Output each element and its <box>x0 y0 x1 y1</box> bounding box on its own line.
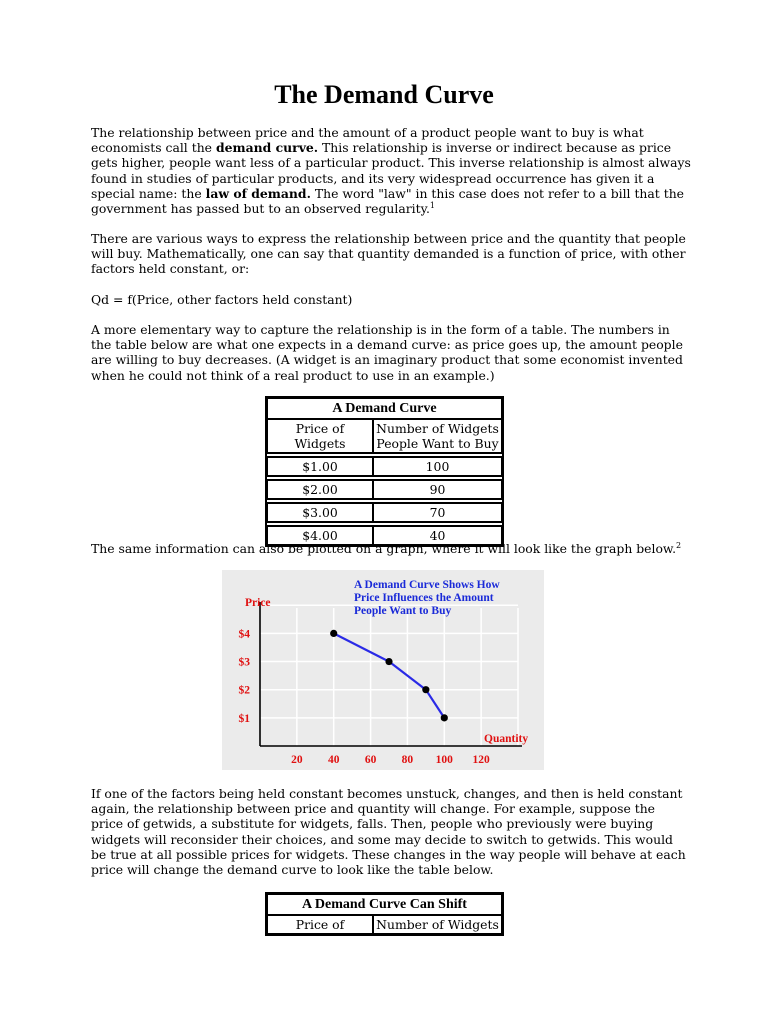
paragraph-graph-intro: The same information can also be plotted on a graph, where it will look like the graph below.$^2$ <box>91 540 682 556</box>
table-header-qty: Number of Widgets People Want to Buy <box>373 419 502 453</box>
qty-cell: 100 <box>373 457 502 476</box>
x-tick-label: 80 <box>401 754 414 766</box>
footnote-ref-2[interactable]: 2 <box>676 540 682 550</box>
table-header-price: Price of Widgets <box>267 419 373 453</box>
chart-title-line: People Want to Buy <box>354 605 452 617</box>
price-cell: $3.00 <box>267 503 373 522</box>
x-tick-label: 20 <box>291 754 303 766</box>
paragraph-shift: If one of the factors being held constant becomes unstuck, changes, and then is held constant again, the relationship between price and quantity will change. For example, suppose the price of getwids, a substitute for widgets, falls. Then, people who previously were buying widgets will reconsider their choices, and some may decide to switch to getwids. This would be true at all possible prices for widgets. These changes in the way people will behave at each price will change the demand curve to look like the table below. <box>91 786 686 878</box>
paragraph-table-intro: A more elementary way to capture the relationship is in the form of a table. The numbers in the table below are what one expects in a demand curve: as price goes up, the amount people are willing to buy decreases. (A widget is an imaginary product that some economist invented when he could not think of a real product to use in an example.) <box>91 322 683 383</box>
table-caption: A Demand Curve <box>267 398 502 419</box>
y-axis-label: Price <box>245 597 271 609</box>
table-row <box>267 457 502 476</box>
chart-title-line: A Demand Curve Shows How <box>354 579 500 591</box>
price-cell: $4.00 <box>267 526 373 545</box>
paragraph-intro <box>91 125 691 216</box>
x-axis-label: Quantity <box>484 733 529 745</box>
price-cell: $1.00 <box>267 457 373 476</box>
y-tick-label: $4 <box>238 628 250 641</box>
term-demand-curve: demand curve. <box>215 140 319 156</box>
paragraph-function: There are various ways to express the relationship between price and the quantity that people will buy. Mathematically, one can say that quantity demanded is a function of price, with other factors held constant, or: <box>91 231 686 277</box>
page-title: The Demand Curve <box>274 80 494 109</box>
table-row <box>267 480 502 499</box>
demand-table <box>265 396 504 547</box>
intro-text-1: The relationship between price and the amount of a product people want to buy is what economists call the <box>91 125 644 156</box>
formula: Qd = f(Price, other factors held constant) <box>91 292 353 307</box>
data-point <box>330 630 337 637</box>
intro-text-3: The word "law" in this case does not refer to a bill that the government has passed but to an observed regularity. <box>91 185 685 217</box>
table-caption: A Demand Curve Can Shift <box>267 894 502 915</box>
table-header-price: Price of <box>267 915 373 934</box>
qty-cell: 70 <box>373 503 502 522</box>
x-tick-label: 100 <box>435 754 453 766</box>
x-tick-label: 60 <box>364 754 377 766</box>
data-point <box>422 686 429 693</box>
table-row <box>267 503 502 522</box>
qty-cell: 40 <box>373 526 502 545</box>
y-tick-label: $3 <box>238 656 250 669</box>
y-tick-label: $1 <box>238 712 250 725</box>
table-header-qty: Number of Widgets <box>373 915 502 934</box>
qty-cell: 90 <box>373 480 502 499</box>
y-tick-label: $2 <box>238 684 250 697</box>
shift-table <box>265 892 504 936</box>
intro-text-2: This relationship is inverse or indirect because as price gets higher, people want less of a particular product. This inverse relationship is almost always found in studies of particular products, and its very widespread occurrence has given it a special name: the <box>91 140 691 201</box>
chart-title-line: Price Influences the Amount <box>354 592 494 604</box>
x-tick-label: 40 <box>327 754 340 766</box>
demand-chart <box>222 570 544 770</box>
data-point <box>385 658 392 665</box>
footnote-ref-1[interactable]: 1 <box>429 200 436 210</box>
price-cell: $2.00 <box>267 480 373 499</box>
data-point <box>441 714 448 721</box>
term-law-of-demand: law of demand. <box>205 185 311 201</box>
x-tick-label: 120 <box>472 754 490 766</box>
